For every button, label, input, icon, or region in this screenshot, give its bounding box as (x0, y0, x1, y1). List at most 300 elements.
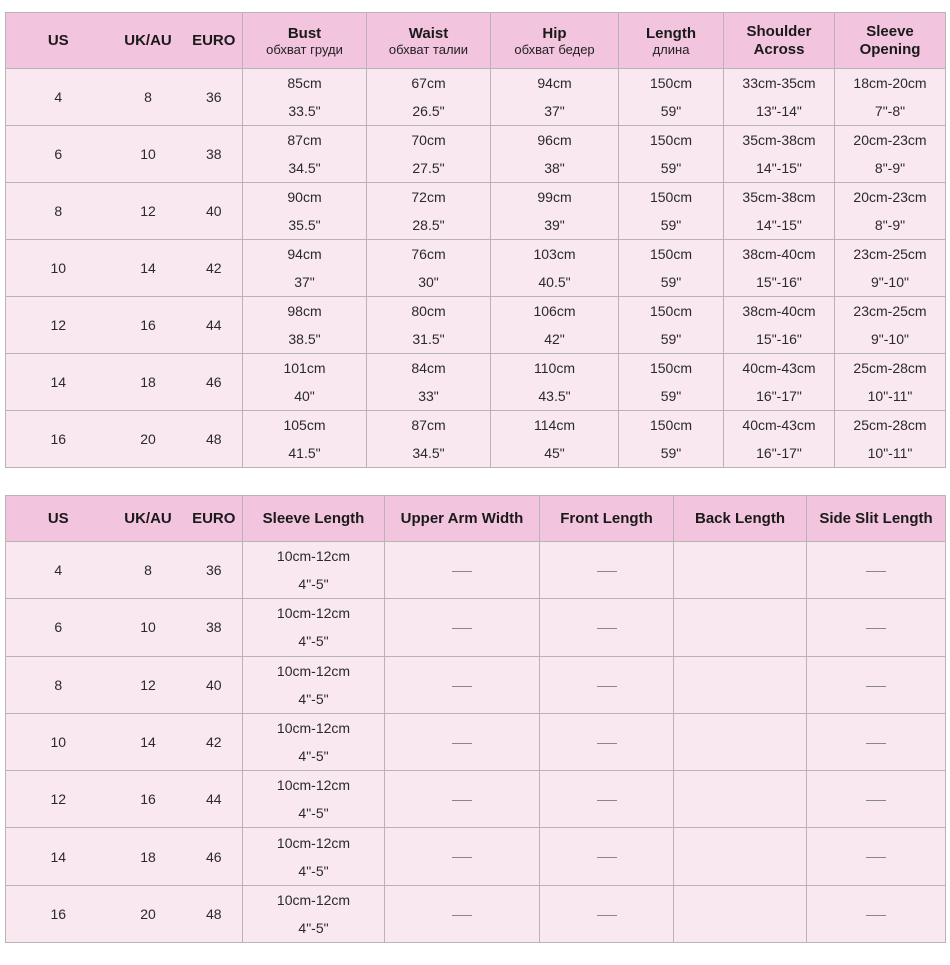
empty-dash (452, 800, 472, 801)
cell-ukau: 10 (111, 126, 186, 183)
table-row (6, 126, 946, 183)
cell-front-length (540, 885, 674, 942)
cell-us: 16 (6, 885, 111, 942)
cell-ukau: 14 (111, 713, 186, 770)
cell-waist-in: 31.5" (412, 331, 445, 347)
cell-waist (367, 354, 491, 411)
cell-waist-cm: 67cm (411, 75, 446, 91)
header-hip: Hip обхват бедер (491, 13, 619, 69)
cell-bust-in: 41.5" (288, 445, 321, 461)
cell-front-length (540, 656, 674, 713)
empty-dash (452, 915, 472, 916)
cell-length-cm: 150cm (649, 303, 693, 319)
cell-shoulder-in: 16"-17" (756, 445, 802, 461)
cell-side-slit-length (807, 885, 946, 942)
cell-shoulder-cm: 35cm-38cm (742, 132, 816, 148)
cell-us: 4 (6, 542, 111, 599)
empty-dash (866, 628, 886, 629)
cell-back-length (674, 828, 807, 885)
empty-dash (452, 628, 472, 629)
size-chart-table-2 (5, 495, 946, 943)
cell-side-slit-length (807, 771, 946, 828)
cell-waist (367, 297, 491, 354)
cell-ukau: 12 (111, 183, 186, 240)
empty-dash (597, 686, 617, 687)
cell-sleeve-length-in: 4"-5" (298, 862, 329, 879)
cell-hip-in: 42" (544, 331, 565, 347)
cell-side-slit-length (807, 828, 946, 885)
cell-bust-values (243, 297, 366, 353)
cell-sleeve-length-in: 4"-5" (298, 576, 329, 593)
cell-waist (367, 411, 491, 468)
empty-dash (866, 571, 886, 572)
cell-hip-values (491, 69, 618, 125)
cell-sleeve-length-cm: 10cm-12cm (276, 548, 351, 565)
cell-euro: 44 (186, 297, 243, 354)
cell-length-in: 59" (660, 274, 682, 290)
cell-waist-in: 33" (418, 388, 439, 404)
cell-sleeve-length-values (243, 829, 384, 885)
cell-us: 16 (6, 411, 111, 468)
cell-bust (243, 126, 367, 183)
cell-ukau: 16 (111, 297, 186, 354)
header-ukau: UK/AU (111, 496, 186, 542)
cell-side-slit-length (807, 713, 946, 770)
header-length: Length длина (619, 13, 724, 69)
cell-sleeve-length-cm: 10cm-12cm (276, 834, 351, 851)
header-waist: Waist обхват талии (367, 13, 491, 69)
cell-sleeve-opening-cm: 20cm-23cm (853, 132, 927, 148)
cell-length-cm: 150cm (649, 189, 693, 205)
cell-front-length (540, 542, 674, 599)
cell-waist-in: 30" (418, 274, 439, 290)
cell-euro: 36 (186, 542, 243, 599)
cell-sleeve-length (243, 885, 385, 942)
cell-length-in: 59" (660, 445, 682, 461)
cell-bust-in: 37" (294, 274, 315, 290)
cell-hip-values (491, 183, 618, 239)
cell-sleeve-length-in: 4"-5" (298, 748, 329, 765)
cell-sleeve-length-values (243, 657, 384, 713)
cell-euro: 42 (186, 240, 243, 297)
table-row (6, 771, 946, 828)
empty-dash (866, 743, 886, 744)
cell-length-values (619, 183, 723, 239)
cell-bust-cm: 87cm (287, 132, 322, 148)
cell-bust-in: 40" (294, 388, 315, 404)
cell-shoulder (724, 354, 835, 411)
cell-sleeve-length-in: 4"-5" (298, 919, 329, 936)
cell-length-in: 59" (660, 388, 682, 404)
cell-hip-values (491, 411, 618, 467)
cell-us: 8 (6, 656, 111, 713)
table-row (6, 542, 946, 599)
cell-hip-cm: 106cm (533, 303, 576, 319)
cell-hip-in: 45" (544, 445, 565, 461)
cell-upper-arm-width (385, 828, 540, 885)
cell-sleeve-opening (835, 183, 946, 240)
cell-hip-in: 40.5" (538, 274, 571, 290)
cell-bust-values (243, 240, 366, 296)
cell-us: 10 (6, 713, 111, 770)
cell-ukau: 20 (111, 885, 186, 942)
cell-hip-in: 37" (544, 103, 565, 119)
cell-hip (491, 183, 619, 240)
header-front-length: Front Length (540, 496, 674, 542)
cell-ukau: 18 (111, 354, 186, 411)
cell-length-values (619, 297, 723, 353)
cell-hip (491, 240, 619, 297)
cell-bust-cm: 90cm (287, 189, 322, 205)
cell-bust (243, 183, 367, 240)
cell-sleeve-opening-values (835, 354, 945, 410)
cell-euro: 48 (186, 411, 243, 468)
cell-waist (367, 69, 491, 126)
cell-shoulder-values (724, 297, 834, 353)
cell-back-length (674, 771, 807, 828)
cell-shoulder-cm: 38cm-40cm (742, 303, 816, 319)
cell-sleeve-length (243, 828, 385, 885)
cell-waist-cm: 72cm (411, 189, 446, 205)
cell-waist-values (367, 240, 490, 296)
cell-waist-cm: 76cm (411, 246, 446, 262)
table-row (6, 713, 946, 770)
cell-bust (243, 297, 367, 354)
header-side-slit-length: Side Slit Length (807, 496, 946, 542)
cell-sleeve-opening-cm: 25cm-28cm (853, 417, 927, 433)
cell-hip-in: 39" (544, 217, 565, 233)
cell-sleeve-opening (835, 240, 946, 297)
cell-sleeve-length (243, 713, 385, 770)
cell-shoulder-values (724, 354, 834, 410)
cell-upper-arm-width (385, 713, 540, 770)
cell-us: 12 (6, 297, 111, 354)
cell-shoulder (724, 69, 835, 126)
cell-back-length (674, 713, 807, 770)
cell-us: 8 (6, 183, 111, 240)
cell-shoulder-cm: 38cm-40cm (742, 246, 816, 262)
empty-dash (452, 743, 472, 744)
cell-shoulder-cm: 35cm-38cm (742, 189, 816, 205)
header-bust: Bust обхват груди (243, 13, 367, 69)
cell-sleeve-length-values (243, 771, 384, 827)
cell-sleeve-length-values (243, 886, 384, 942)
cell-sleeve-opening-cm: 20cm-23cm (853, 189, 927, 205)
cell-sleeve-opening-cm: 18cm-20cm (853, 75, 927, 91)
size-chart-table-1 (5, 12, 946, 468)
cell-sleeve-length-values (243, 599, 384, 655)
cell-sleeve-opening-values (835, 183, 945, 239)
header-back-length: Back Length (674, 496, 807, 542)
cell-ukau: 16 (111, 771, 186, 828)
cell-bust-values (243, 183, 366, 239)
cell-sleeve-length-cm: 10cm-12cm (276, 720, 351, 737)
table-row (6, 354, 946, 411)
header-sleeve-length: Sleeve Length (243, 496, 385, 542)
cell-side-slit-length (807, 656, 946, 713)
cell-shoulder-cm: 40cm-43cm (742, 417, 816, 433)
cell-ukau: 18 (111, 828, 186, 885)
cell-hip (491, 126, 619, 183)
cell-bust (243, 240, 367, 297)
cell-shoulder-in: 15"-16" (756, 331, 802, 347)
header-us: US (6, 13, 111, 69)
cell-bust-in: 35.5" (288, 217, 321, 233)
table-row (6, 599, 946, 656)
cell-sleeve-length (243, 542, 385, 599)
cell-sleeve-opening-in: 9"-10" (871, 274, 909, 290)
empty-dash (452, 686, 472, 687)
cell-sleeve-length (243, 656, 385, 713)
cell-bust-in: 34.5" (288, 160, 321, 176)
cell-shoulder-cm: 33cm-35cm (742, 75, 816, 91)
cell-sleeve-opening-cm: 23cm-25cm (853, 303, 927, 319)
table-row (6, 656, 946, 713)
cell-euro: 38 (186, 599, 243, 656)
cell-sleeve-opening-in: 8"-9" (874, 160, 906, 176)
cell-sleeve-opening-in: 7"-8" (874, 103, 906, 119)
cell-ukau: 12 (111, 656, 186, 713)
cell-sleeve-opening (835, 126, 946, 183)
empty-dash (866, 800, 886, 801)
empty-dash (866, 857, 886, 858)
cell-shoulder-in: 13"-14" (756, 103, 802, 119)
cell-length-values (619, 69, 723, 125)
cell-euro: 46 (186, 354, 243, 411)
header-shoulder-across: Shoulder Across (724, 13, 835, 69)
cell-length-values (619, 240, 723, 296)
empty-dash (866, 915, 886, 916)
cell-front-length (540, 771, 674, 828)
table-row (6, 183, 946, 240)
cell-waist-values (367, 183, 490, 239)
empty-dash (452, 571, 472, 572)
cell-sleeve-length-cm: 10cm-12cm (276, 891, 351, 908)
cell-length-values (619, 354, 723, 410)
cell-length-in: 59" (660, 331, 682, 347)
cell-front-length (540, 828, 674, 885)
cell-ukau: 10 (111, 599, 186, 656)
cell-hip-values (491, 126, 618, 182)
cell-length (619, 126, 724, 183)
cell-waist-values (367, 411, 490, 467)
cell-front-length (540, 599, 674, 656)
cell-sleeve-opening (835, 297, 946, 354)
cell-hip (491, 354, 619, 411)
cell-shoulder-in: 16"-17" (756, 388, 802, 404)
cell-sleeve-opening-values (835, 69, 945, 125)
cell-us: 6 (6, 126, 111, 183)
header-ukau: UK/AU (111, 13, 186, 69)
cell-us: 10 (6, 240, 111, 297)
cell-bust-values (243, 126, 366, 182)
cell-shoulder-values (724, 240, 834, 296)
cell-waist-values (367, 69, 490, 125)
cell-sleeve-opening-values (835, 126, 945, 182)
cell-length-cm: 150cm (649, 75, 693, 91)
cell-sleeve-length-in: 4"-5" (298, 690, 329, 707)
cell-hip-values (491, 354, 618, 410)
cell-sleeve-opening-values (835, 411, 945, 467)
cell-waist-values (367, 354, 490, 410)
cell-shoulder-values (724, 183, 834, 239)
cell-bust-in: 33.5" (288, 103, 321, 119)
cell-hip (491, 69, 619, 126)
cell-hip-cm: 114cm (534, 417, 575, 433)
cell-sleeve-length-in: 4"-5" (298, 633, 329, 650)
cell-sleeve-opening (835, 411, 946, 468)
header-upper-arm-width: Upper Arm Width (385, 496, 540, 542)
cell-shoulder (724, 240, 835, 297)
cell-side-slit-length (807, 599, 946, 656)
cell-upper-arm-width (385, 885, 540, 942)
cell-sleeve-opening-in: 10"-11" (867, 445, 913, 461)
cell-shoulder-values (724, 69, 834, 125)
cell-waist-cm: 87cm (411, 417, 446, 433)
cell-shoulder-in: 14"-15" (756, 160, 802, 176)
cell-bust-cm: 94cm (287, 246, 322, 262)
cell-waist (367, 183, 491, 240)
empty-dash (597, 571, 617, 572)
empty-dash (597, 915, 617, 916)
cell-bust-values (243, 69, 366, 125)
table-row (6, 411, 946, 468)
cell-hip-values (491, 297, 618, 353)
cell-shoulder (724, 297, 835, 354)
cell-hip (491, 297, 619, 354)
cell-upper-arm-width (385, 542, 540, 599)
cell-bust-cm: 105cm (283, 417, 326, 433)
cell-shoulder (724, 411, 835, 468)
cell-waist-in: 28.5" (412, 217, 445, 233)
cell-euro: 40 (186, 656, 243, 713)
cell-length-cm: 150cm (649, 417, 693, 433)
empty-dash (452, 857, 472, 858)
header-euro: EURO (186, 496, 243, 542)
cell-waist-cm: 80cm (411, 303, 446, 319)
cell-bust (243, 354, 367, 411)
table-row (6, 240, 946, 297)
cell-bust-values (243, 411, 366, 467)
cell-euro: 42 (186, 713, 243, 770)
table-row (6, 69, 946, 126)
cell-bust-values (243, 354, 366, 410)
cell-hip-cm: 110cm (534, 360, 575, 376)
table-row (6, 828, 946, 885)
cell-ukau: 8 (111, 69, 186, 126)
cell-length (619, 354, 724, 411)
cell-length (619, 69, 724, 126)
cell-length-values (619, 411, 723, 467)
cell-sleeve-length-cm: 10cm-12cm (276, 662, 351, 679)
cell-sleeve-opening-in: 10"-11" (867, 388, 913, 404)
cell-sleeve-length-in: 4"-5" (298, 805, 329, 822)
cell-shoulder-in: 14"-15" (756, 217, 802, 233)
cell-hip (491, 411, 619, 468)
cell-hip-cm: 94cm (537, 75, 572, 91)
cell-sleeve-length-values (243, 714, 384, 770)
empty-dash (597, 743, 617, 744)
cell-bust-cm: 101cm (283, 360, 326, 376)
header-us: US (6, 496, 111, 542)
cell-back-length (674, 542, 807, 599)
cell-upper-arm-width (385, 771, 540, 828)
cell-euro: 44 (186, 771, 243, 828)
cell-euro: 40 (186, 183, 243, 240)
empty-dash (597, 857, 617, 858)
cell-sleeve-opening-cm: 25cm-28cm (853, 360, 927, 376)
empty-dash (866, 686, 886, 687)
cell-shoulder-values (724, 126, 834, 182)
cell-upper-arm-width (385, 656, 540, 713)
cell-sleeve-opening (835, 354, 946, 411)
cell-waist (367, 126, 491, 183)
cell-side-slit-length (807, 542, 946, 599)
cell-length-in: 59" (660, 217, 682, 233)
cell-length-values (619, 126, 723, 182)
cell-waist-cm: 70cm (411, 132, 446, 148)
cell-euro: 38 (186, 126, 243, 183)
cell-length-in: 59" (660, 160, 682, 176)
cell-length-cm: 150cm (649, 132, 693, 148)
cell-hip-values (491, 240, 618, 296)
cell-us: 4 (6, 69, 111, 126)
cell-us: 12 (6, 771, 111, 828)
cell-length (619, 297, 724, 354)
cell-length-in: 59" (660, 103, 682, 119)
cell-waist-in: 27.5" (412, 160, 445, 176)
cell-hip-cm: 96cm (537, 132, 572, 148)
cell-length-cm: 150cm (649, 360, 693, 376)
cell-sleeve-opening-in: 8"-9" (874, 217, 906, 233)
cell-shoulder-values (724, 411, 834, 467)
empty-dash (597, 800, 617, 801)
table-header-row (6, 496, 946, 542)
cell-upper-arm-width (385, 599, 540, 656)
cell-sleeve-opening-cm: 23cm-25cm (853, 246, 927, 262)
cell-sleeve-length-cm: 10cm-12cm (276, 605, 351, 622)
cell-hip-in: 38" (544, 160, 565, 176)
cell-length (619, 240, 724, 297)
cell-waist-values (367, 126, 490, 182)
cell-sleeve-length-values (243, 542, 384, 598)
cell-shoulder (724, 126, 835, 183)
header-sleeve-opening: Sleeve Opening (835, 13, 946, 69)
cell-bust-cm: 98cm (287, 303, 322, 319)
cell-back-length (674, 599, 807, 656)
cell-sleeve-opening-values (835, 297, 945, 353)
cell-length-cm: 150cm (649, 246, 693, 262)
cell-shoulder-in: 15"-16" (756, 274, 802, 290)
table-header-row (6, 13, 946, 69)
cell-length (619, 183, 724, 240)
cell-waist-in: 26.5" (412, 103, 445, 119)
cell-hip-cm: 103cm (533, 246, 576, 262)
cell-bust-in: 38.5" (288, 331, 321, 347)
cell-sleeve-opening-values (835, 240, 945, 296)
cell-length (619, 411, 724, 468)
cell-us: 14 (6, 828, 111, 885)
cell-waist-values (367, 297, 490, 353)
table-row (6, 297, 946, 354)
cell-hip-cm: 99cm (537, 189, 572, 205)
cell-bust (243, 411, 367, 468)
cell-front-length (540, 713, 674, 770)
cell-shoulder-cm: 40cm-43cm (742, 360, 816, 376)
cell-sleeve-opening-in: 9"-10" (871, 331, 909, 347)
cell-ukau: 20 (111, 411, 186, 468)
cell-euro: 48 (186, 885, 243, 942)
